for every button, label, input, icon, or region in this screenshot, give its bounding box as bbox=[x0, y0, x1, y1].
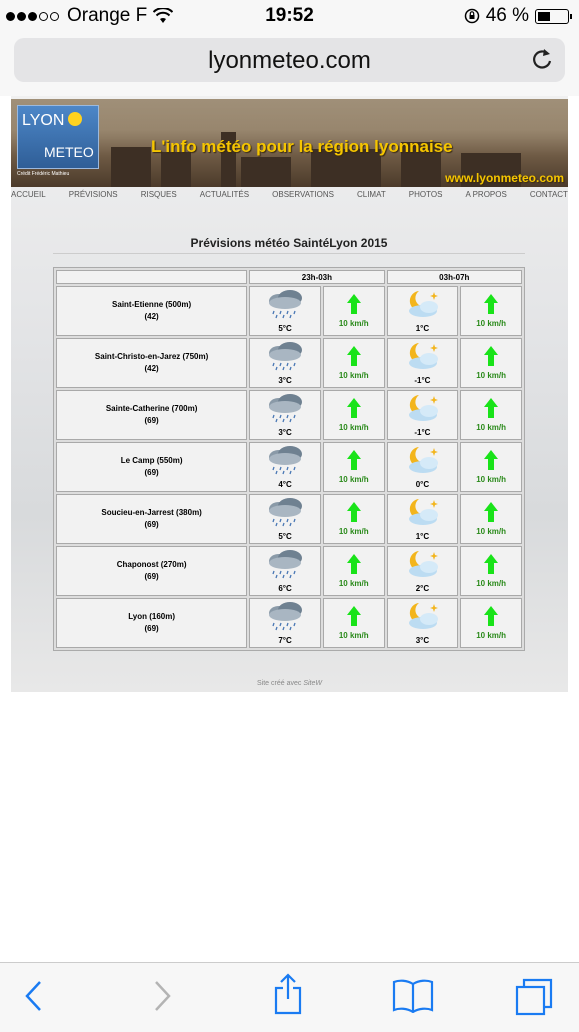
location-cell bbox=[56, 598, 247, 648]
location-name: Le Camp (550m) bbox=[120, 456, 183, 465]
table-row bbox=[56, 442, 522, 492]
rain-cloud-icon bbox=[265, 549, 305, 579]
site-url-text: www.lyonmeteo.com bbox=[445, 171, 564, 185]
wind-speed: 10 km/h bbox=[476, 319, 507, 328]
wind-arrow-up-icon bbox=[346, 293, 362, 315]
wind-arrow-up-icon bbox=[483, 397, 499, 419]
wind-speed: 10 km/h bbox=[338, 475, 369, 484]
tabs-icon[interactable] bbox=[514, 977, 556, 1017]
bookmarks-icon[interactable] bbox=[392, 979, 434, 1013]
weather-cell bbox=[249, 390, 321, 440]
temperature: 6°C bbox=[278, 584, 292, 593]
logo-text-lyon: LYON bbox=[22, 112, 65, 129]
temperature: -1°C bbox=[414, 376, 431, 385]
location-cell bbox=[56, 390, 247, 440]
moon-cloud-icon bbox=[403, 341, 443, 371]
battery-icon bbox=[535, 9, 569, 24]
site-footer[interactable] bbox=[11, 680, 568, 687]
battery-percent: 46 % bbox=[485, 5, 529, 26]
share-icon[interactable] bbox=[272, 973, 304, 1015]
wind-arrow-up-icon bbox=[346, 345, 362, 367]
wind-cell bbox=[323, 286, 385, 336]
location-dept: (42) bbox=[144, 312, 159, 321]
menu-item-observations[interactable]: OBSERVATIONS bbox=[272, 190, 334, 199]
location-name: Soucieu-en-Jarrest (380m) bbox=[101, 508, 202, 517]
wind-speed: 10 km/h bbox=[476, 631, 507, 640]
wind-speed: 10 km/h bbox=[338, 527, 369, 536]
wind-speed: 10 km/h bbox=[476, 475, 507, 484]
footer-text: Site créé avec bbox=[257, 680, 302, 687]
menu-item-risques[interactable]: RISQUES bbox=[140, 190, 177, 199]
weather-cell bbox=[387, 390, 459, 440]
location-cell bbox=[56, 494, 247, 544]
footer-brand[interactable]: SiteW bbox=[303, 680, 322, 687]
wind-arrow-up-icon bbox=[346, 553, 362, 575]
wind-cell bbox=[323, 390, 385, 440]
back-icon[interactable] bbox=[22, 979, 46, 1013]
bottom-toolbar bbox=[0, 962, 579, 1032]
location-dept: (69) bbox=[144, 468, 159, 477]
reload-icon[interactable] bbox=[529, 46, 555, 72]
menu-item-contact[interactable]: CONTACT bbox=[529, 190, 568, 199]
wind-cell bbox=[323, 494, 385, 544]
wind-cell bbox=[323, 338, 385, 388]
wind-arrow-up-icon bbox=[483, 553, 499, 575]
temperature: 3°C bbox=[278, 376, 292, 385]
rain-cloud-icon bbox=[265, 393, 305, 423]
main-menu bbox=[11, 190, 568, 202]
rain-cloud-icon bbox=[265, 341, 305, 371]
temperature: 7°C bbox=[278, 636, 292, 645]
wind-arrow-up-icon bbox=[346, 501, 362, 523]
wind-cell bbox=[460, 286, 522, 336]
wind-cell bbox=[460, 442, 522, 492]
temperature: 2°C bbox=[415, 584, 430, 593]
weather-cell bbox=[249, 494, 321, 544]
table-row bbox=[56, 546, 522, 596]
location-name: Saint-Christo-en-Jarez (750m) bbox=[94, 352, 209, 361]
weather-cell bbox=[249, 338, 321, 388]
wind-arrow-up-icon bbox=[483, 293, 499, 315]
wind-arrow-up-icon bbox=[346, 397, 362, 419]
wind-cell bbox=[460, 598, 522, 648]
weather-cell bbox=[387, 598, 459, 648]
location-dept: (69) bbox=[144, 624, 159, 633]
web-page bbox=[11, 96, 568, 692]
wind-cell bbox=[323, 442, 385, 492]
wind-arrow-up-icon bbox=[483, 501, 499, 523]
wind-speed: 10 km/h bbox=[476, 423, 507, 432]
menu-item-climat[interactable]: CLIMAT bbox=[356, 190, 386, 199]
temperature: -1°C bbox=[414, 428, 431, 437]
weather-cell bbox=[387, 338, 459, 388]
location-name: Sainte-Catherine (700m) bbox=[105, 404, 198, 413]
wind-cell bbox=[460, 494, 522, 544]
wind-speed: 10 km/h bbox=[338, 579, 369, 588]
wind-speed: 10 km/h bbox=[476, 371, 507, 380]
site-slogan: L'info météo pour la région lyonnaise bbox=[151, 137, 453, 156]
menu-item-accueil[interactable]: ACCUEIL bbox=[11, 190, 46, 199]
location-cell bbox=[56, 286, 247, 336]
browser-toolbar bbox=[0, 34, 579, 96]
menu-item-previsions[interactable]: PRÉVISIONS bbox=[68, 190, 118, 199]
wind-speed: 10 km/h bbox=[338, 371, 369, 380]
rotation-lock-icon bbox=[464, 8, 480, 24]
table-row bbox=[56, 338, 522, 388]
weather-cell bbox=[249, 598, 321, 648]
page-title: Prévisions météo SaintéLyon 2015 bbox=[190, 236, 388, 250]
menu-item-a-propos[interactable]: A PROPOS bbox=[465, 190, 507, 199]
weather-cell bbox=[387, 494, 459, 544]
wind-speed: 10 km/h bbox=[476, 527, 507, 536]
rain-cloud-icon bbox=[265, 445, 305, 475]
rain-cloud-icon bbox=[265, 601, 305, 631]
moon-cloud-icon bbox=[403, 445, 443, 475]
location-cell bbox=[56, 546, 247, 596]
wind-cell bbox=[460, 338, 522, 388]
sun-icon bbox=[68, 112, 82, 126]
wind-cell bbox=[460, 390, 522, 440]
location-name: Saint-Etienne (500m) bbox=[112, 300, 192, 309]
forward-icon[interactable] bbox=[150, 979, 174, 1013]
location-dept: (42) bbox=[144, 364, 159, 373]
location-cell bbox=[56, 442, 247, 492]
address-bar[interactable] bbox=[14, 38, 565, 82]
moon-cloud-icon bbox=[403, 497, 443, 527]
weather-cell bbox=[249, 546, 321, 596]
wind-cell bbox=[323, 546, 385, 596]
wind-cell bbox=[460, 546, 522, 596]
location-name: Chaponost (270m) bbox=[116, 560, 187, 569]
wind-arrow-up-icon bbox=[483, 449, 499, 471]
status-bar bbox=[0, 0, 579, 34]
header-empty bbox=[56, 270, 247, 284]
temperature: 3°C bbox=[415, 636, 430, 645]
temperature: 5°C bbox=[278, 324, 292, 333]
temperature: 0°C bbox=[415, 480, 430, 489]
wind-arrow-up-icon bbox=[483, 605, 499, 627]
wind-speed: 10 km/h bbox=[338, 423, 369, 432]
wind-arrow-up-icon bbox=[483, 345, 499, 367]
weather-cell bbox=[249, 286, 321, 336]
url-text[interactable]: lyonmeteo.com bbox=[208, 47, 371, 74]
weather-cell bbox=[387, 546, 459, 596]
temperature: 1°C bbox=[415, 532, 430, 541]
temperature: 3°C bbox=[278, 428, 292, 437]
wind-speed: 10 km/h bbox=[338, 319, 369, 328]
forecast-table bbox=[53, 267, 525, 651]
moon-cloud-icon bbox=[403, 549, 443, 579]
wind-arrow-up-icon bbox=[346, 449, 362, 471]
rain-cloud-icon bbox=[265, 289, 305, 319]
moon-cloud-icon bbox=[403, 289, 443, 319]
period-header: 03h-07h bbox=[387, 270, 522, 284]
table-row bbox=[56, 286, 522, 336]
weather-cell bbox=[249, 442, 321, 492]
photo-credit: Crédit Frédéric Mathieu bbox=[17, 171, 70, 177]
temperature: 4°C bbox=[278, 480, 292, 489]
wind-cell bbox=[323, 598, 385, 648]
title-divider bbox=[53, 253, 525, 254]
temperature: 5°C bbox=[278, 532, 292, 541]
table-row bbox=[56, 390, 522, 440]
moon-cloud-icon bbox=[403, 393, 443, 423]
period-header: 23h-03h bbox=[249, 270, 384, 284]
weather-cell bbox=[387, 286, 459, 336]
menu-item-actualites[interactable]: ACTUALITÉS bbox=[199, 190, 250, 199]
location-cell bbox=[56, 338, 247, 388]
carrier-label: Orange F bbox=[67, 5, 148, 26]
moon-cloud-icon bbox=[403, 601, 443, 631]
site-logo[interactable] bbox=[17, 105, 99, 169]
wind-speed: 10 km/h bbox=[476, 579, 507, 588]
table-row bbox=[56, 494, 522, 544]
temperature: 1°C bbox=[415, 324, 430, 333]
logo-text-meteo: METEO bbox=[44, 144, 94, 160]
wind-speed: 10 km/h bbox=[338, 631, 369, 640]
clock: 19:52 bbox=[265, 5, 314, 26]
location-dept: (69) bbox=[144, 572, 159, 581]
rain-cloud-icon bbox=[265, 497, 305, 527]
wind-arrow-up-icon bbox=[346, 605, 362, 627]
table-row bbox=[56, 598, 522, 648]
menu-item-photos[interactable]: PHOTOS bbox=[408, 190, 443, 199]
location-name: Lyon (160m) bbox=[128, 612, 176, 621]
site-banner bbox=[11, 99, 568, 187]
weather-cell bbox=[387, 442, 459, 492]
location-dept: (69) bbox=[144, 520, 159, 529]
location-dept: (69) bbox=[144, 416, 159, 425]
